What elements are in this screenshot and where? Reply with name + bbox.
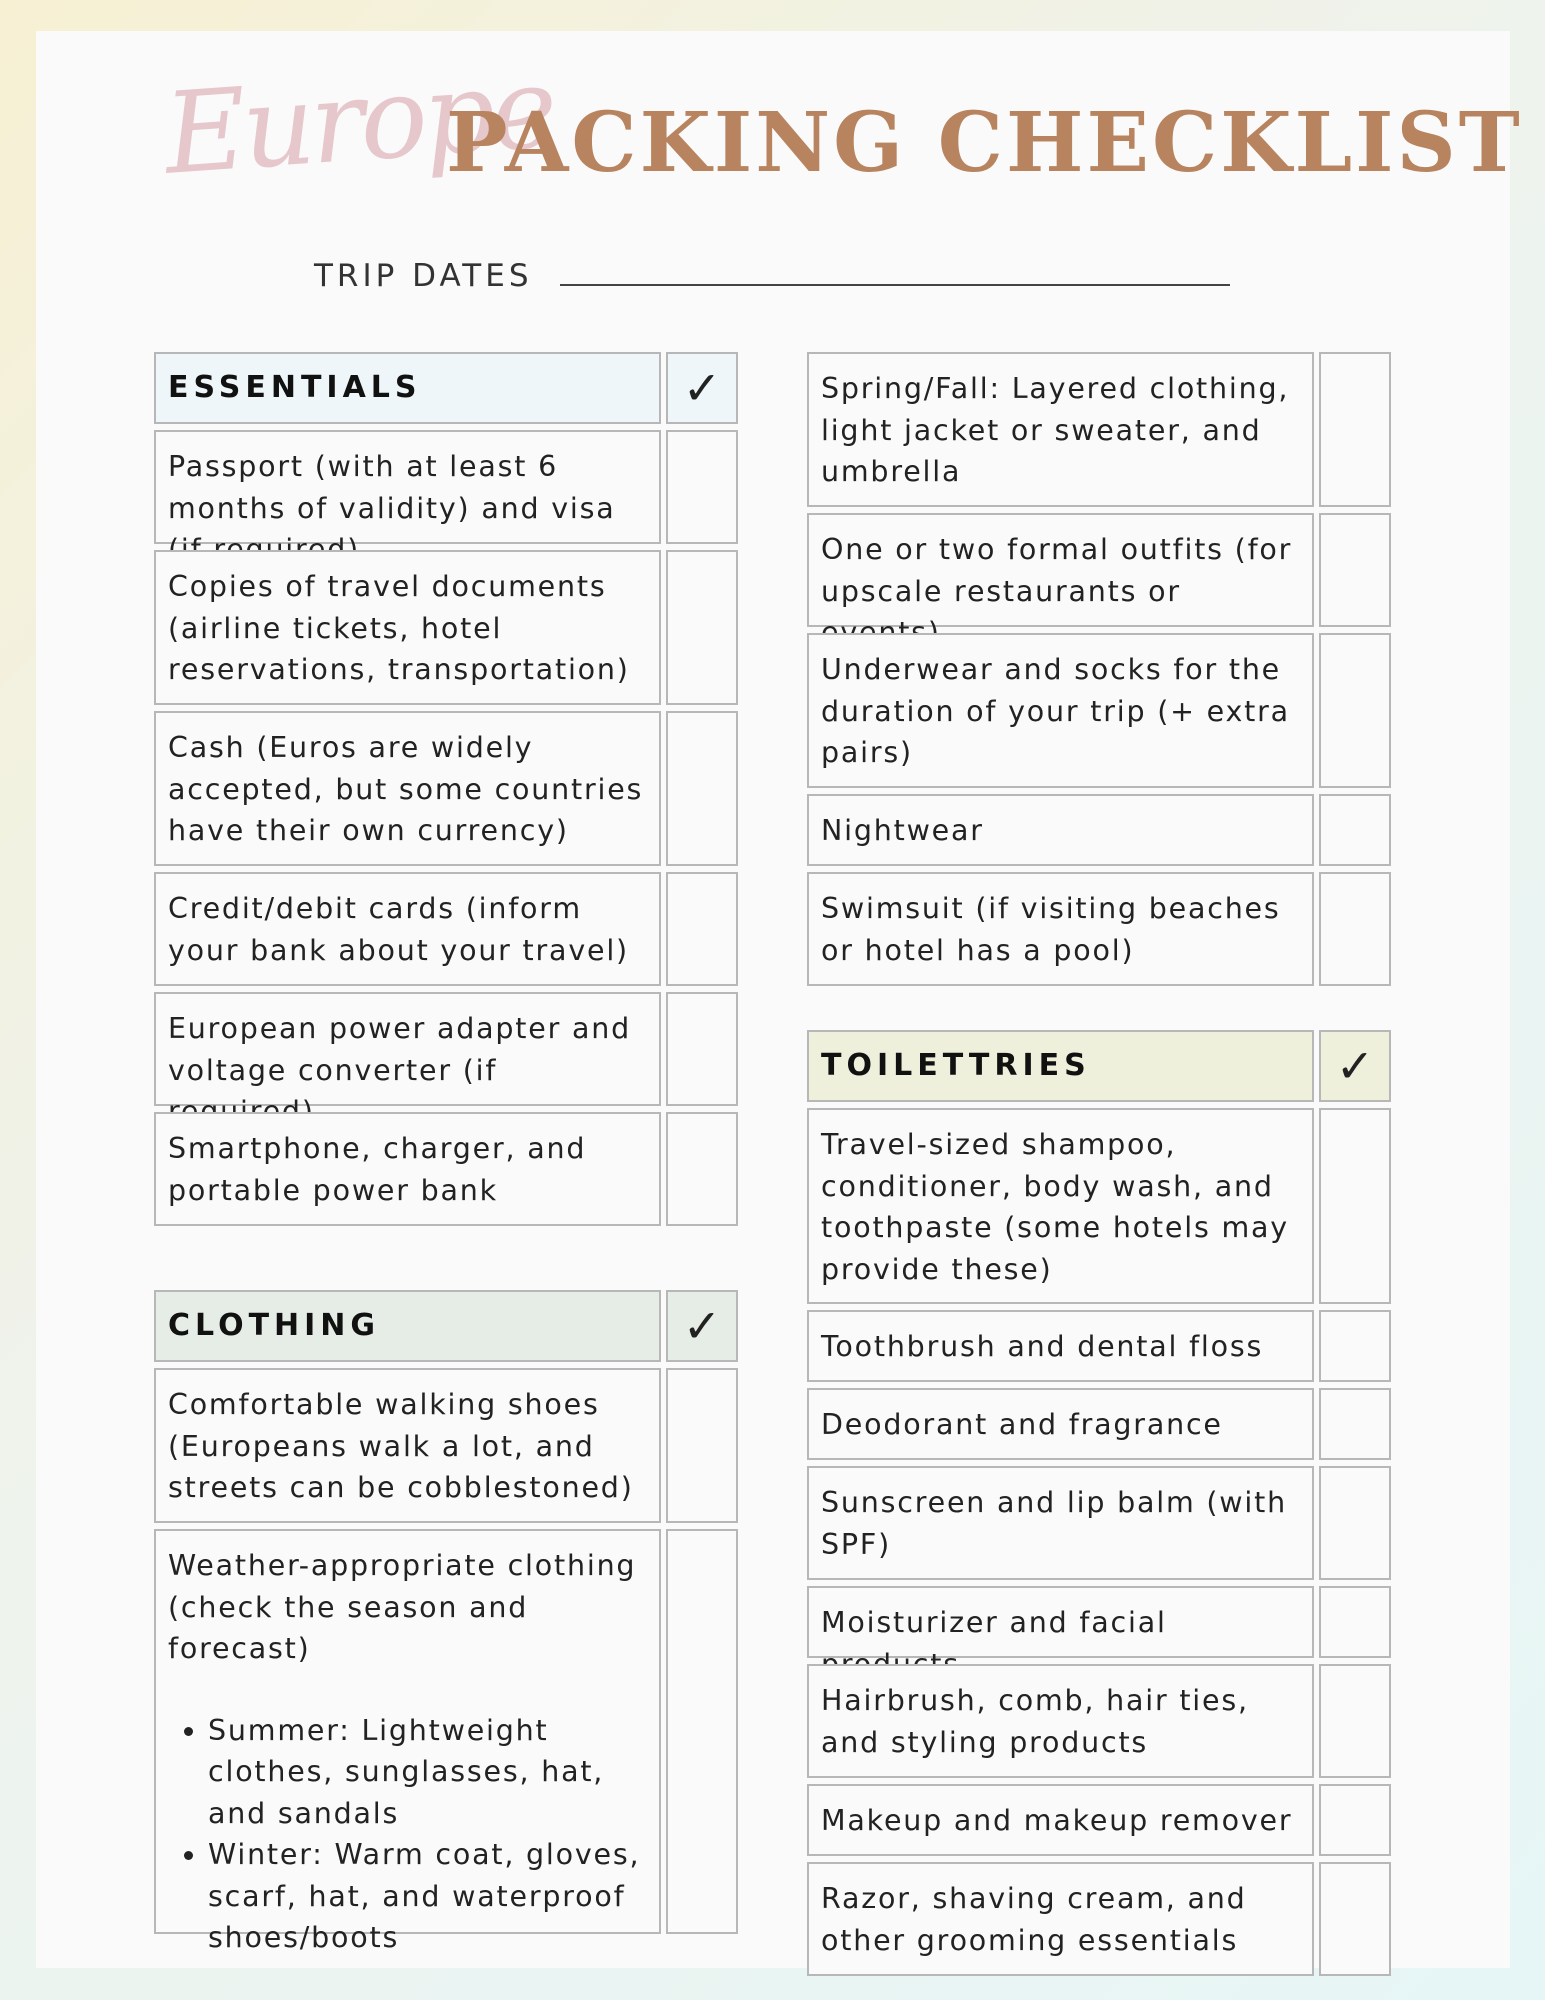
checkbox[interactable]	[1319, 1784, 1391, 1856]
checklist-row	[807, 1108, 1391, 1304]
checklist-row	[154, 430, 738, 544]
checklist-item-text: Comfortable walking shoes (Europeans walk a lot, and streets can be cobblestoned)	[154, 1368, 661, 1523]
checklist-row	[807, 1664, 1391, 1778]
checkbox[interactable]	[1319, 794, 1391, 866]
checklist-row	[807, 1586, 1391, 1658]
checklist-item-text: Toothbrush and dental floss	[807, 1310, 1314, 1382]
checklist-item-text: Sunscreen and lip balm (with SPF)	[807, 1466, 1314, 1580]
checkbox[interactable]	[1319, 1388, 1391, 1460]
checklist-row	[154, 711, 738, 866]
checklist-item-text: Smartphone, charger, and portable power bank	[154, 1112, 661, 1226]
checklist-row	[154, 1529, 738, 1954]
essentials-header-row	[154, 352, 738, 424]
checkbox[interactable]	[1319, 352, 1391, 507]
checkbox[interactable]	[1319, 1466, 1391, 1580]
checkbox[interactable]	[666, 1529, 738, 1934]
trip-dates-label: TRIP DATES	[314, 258, 533, 294]
checklist-row	[807, 1388, 1391, 1460]
toiletries-header-row	[807, 1030, 1391, 1102]
toiletries-header-check	[1319, 1030, 1391, 1102]
checklist-row	[807, 1466, 1391, 1580]
checklist-item-weather	[154, 1529, 661, 1954]
checklist-item-text: Credit/debit cards (inform your bank about your travel)	[154, 872, 661, 986]
checklist-item-text: Hairbrush, comb, hair ties, and styling products	[807, 1664, 1314, 1778]
checklist-item-text: Copies of travel documents (airline tickets, hotel reservations, transportation)	[154, 550, 661, 705]
right-column	[807, 352, 1391, 1982]
checklist-item-text: Cash (Euros are widely accepted, but some countries have their own currency)	[154, 711, 661, 866]
checkbox[interactable]	[1319, 1310, 1391, 1382]
checklist-row	[807, 1862, 1391, 1976]
clothing-header-row	[154, 1290, 738, 1362]
checklist-item-text: Travel-sized shampoo, conditioner, body wash, and toothpaste (some hotels may provide these)	[807, 1108, 1314, 1304]
checkbox[interactable]	[666, 1368, 738, 1523]
checklist-item-text: Moisturizer and facial	[807, 1586, 1314, 1658]
checklist-item-text: Swimsuit (if visiting beaches or hotel has a pool)	[807, 872, 1314, 986]
checkbox[interactable]	[666, 1112, 738, 1226]
title-script: Europe	[160, 43, 558, 200]
checklist-item-text: Weather-appropriate clothing (check the season and forecast)	[168, 1549, 637, 1665]
left-column	[154, 352, 738, 1954]
checkbox[interactable]	[666, 550, 738, 705]
checklist-item-text: Passport (with at least 6 months of validity) and visa	[154, 430, 661, 544]
checklist-item-text: Deodorant and fragrance	[807, 1388, 1314, 1460]
page-title: PACKING CHECKLIST	[446, 95, 1523, 191]
sublist-item: • Summer: Lightweight clothes, sunglasses, hat, and sandals	[208, 1710, 647, 1835]
checkbox[interactable]	[666, 711, 738, 866]
sublist-item: • Winter: Warm coat, gloves, scarf, hat, and waterproof shoes/boots	[208, 1834, 647, 1959]
essentials-header-check	[666, 352, 738, 424]
checkbox[interactable]	[1319, 1108, 1391, 1304]
checklist-item-text: Razor, shaving cream, and other grooming essentials	[807, 1862, 1314, 1976]
checklist-row	[807, 633, 1391, 788]
checklist-row	[807, 794, 1391, 866]
checklist-row	[154, 1112, 738, 1226]
checklist-row	[807, 513, 1391, 627]
checklist-item-text: Underwear and socks for the duration of your trip (+ extra pairs)	[807, 633, 1314, 788]
check-icon: ✓	[682, 361, 722, 415]
check-icon: ✓	[682, 1299, 722, 1353]
checklist-row	[807, 1784, 1391, 1856]
checklist-item-text: One or two formal outfits (for upscale restaurants or	[807, 513, 1314, 627]
checkbox[interactable]	[1319, 872, 1391, 986]
clothing-header-check	[666, 1290, 738, 1362]
checkbox[interactable]	[1319, 513, 1391, 627]
check-icon: ✓	[1335, 1039, 1375, 1093]
checklist-item-text: Spring/Fall: Layered clothing, light jacket or sweater, and umbrella	[807, 352, 1314, 507]
checklist-row	[154, 872, 738, 986]
checkbox[interactable]	[1319, 633, 1391, 788]
checkbox[interactable]	[666, 872, 738, 986]
checkbox[interactable]	[1319, 1586, 1391, 1658]
essentials-header: ESSENTIALS	[154, 352, 661, 424]
checklist-item-text: Nightwear	[807, 794, 1314, 866]
checkbox[interactable]	[666, 992, 738, 1106]
checkbox[interactable]	[1319, 1862, 1391, 1976]
checkbox[interactable]	[666, 430, 738, 544]
checklist-row	[154, 1368, 738, 1523]
trip-dates-field[interactable]	[560, 284, 1230, 286]
checklist-item-text: European power adapter and voltage converter (if	[154, 992, 661, 1106]
checklist-item-text: Makeup and makeup remover	[807, 1784, 1314, 1856]
checklist-row	[807, 1310, 1391, 1382]
checklist-row	[154, 992, 738, 1106]
clothing-header: CLOTHING	[154, 1290, 661, 1362]
toiletries-header: TOILETTRIES	[807, 1030, 1314, 1102]
weather-sublist	[168, 1710, 647, 1959]
checkbox[interactable]	[1319, 1664, 1391, 1778]
checklist-row	[807, 352, 1391, 507]
checklist-row	[154, 550, 738, 705]
checklist-row	[807, 872, 1391, 986]
